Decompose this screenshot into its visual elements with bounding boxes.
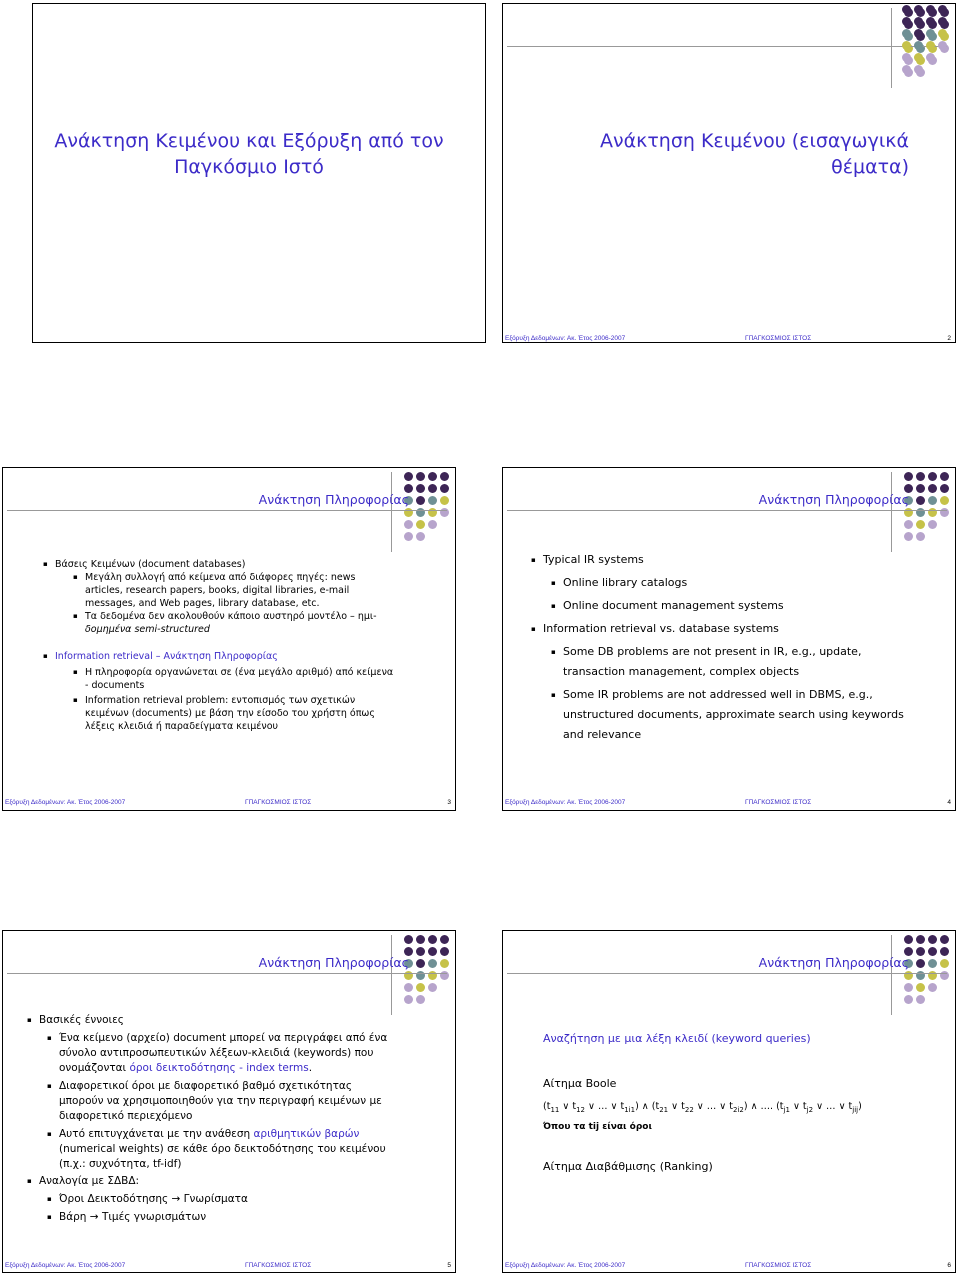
decorative-dot bbox=[440, 532, 449, 541]
decorative-dot bbox=[928, 532, 937, 541]
decorative-dot bbox=[940, 983, 949, 992]
slide-6: Ανάκτηση Πληροφορίας Αναζήτηση με μια λέξη κλειδί (keyword queries) Αίτημα Boole ($t_{11}$ ∨ $t_{12}$ ∨ … ∨ $t_{1i1}$) ∧ ($t_{21}$ ∨ $t_{22}$ ∨ … ∨ $t_{2i2}$) ∧ …. ($t_{j1}$ ∨ $t_{j2}$ ∨ … ∨ $t_{jij}$) Όπου τα tij είναι όροι Αίτημα Διαβάθμισης (Ranking) Εξόρυξη Δεδομένων: Ακ. Έτος 2006-2007 ΓΠΑΓΚΟΣΜΙΟΣ ΙΣΤΟΣ 6 bbox=[502, 930, 956, 1273]
decorative-dot bbox=[404, 472, 413, 481]
decorative-dot bbox=[926, 5, 935, 14]
slide-subtitle: Ανάκτηση Πληροφορίας bbox=[758, 492, 909, 507]
divider-vertical bbox=[391, 935, 392, 1015]
decorative-dot bbox=[926, 17, 935, 26]
decorative-dot bbox=[940, 532, 949, 541]
decorative-dot bbox=[928, 995, 937, 1004]
list-item: ▪ Information retrieval vs. database systems bbox=[531, 622, 779, 635]
divider-vertical bbox=[391, 472, 392, 552]
decorative-dot bbox=[940, 484, 949, 493]
list-item: ▪ Some IR problems are not addressed well in DBMS, e.g., unstructured documents, approximate search using keywords and relevance bbox=[551, 688, 904, 741]
decorative-dot bbox=[416, 520, 425, 529]
decorative-dot bbox=[904, 983, 913, 992]
decorative-dot bbox=[904, 472, 913, 481]
divider-horizontal bbox=[507, 973, 947, 974]
decorative-dot bbox=[926, 29, 935, 38]
decorative-dot bbox=[940, 995, 949, 1004]
list-item: ▪ Μεγάλη συλλογή από κείμενα από διάφορες πηγές: news articles, research papers, books, digital libraries, e-mail messages, and Web pages, library database, etc. bbox=[73, 572, 356, 609]
decorative-dot bbox=[902, 17, 911, 26]
list-item: ▪ Some DB problems are not present in IR, e.g., update, transaction management, complex objects bbox=[551, 645, 862, 678]
decorative-dot bbox=[916, 935, 925, 944]
divider-vertical bbox=[891, 8, 892, 88]
decorative-dot bbox=[404, 935, 413, 944]
list-item: ▪ Βασικές έννοιες bbox=[27, 1014, 124, 1026]
decorative-dot bbox=[916, 520, 925, 529]
decorative-dot bbox=[926, 53, 935, 62]
slide-subtitle: Ανάκτηση Πληροφορίας bbox=[758, 955, 909, 970]
decorative-dot bbox=[440, 484, 449, 493]
list-item: ▪ Ένα κείμενο (αρχείο) document μπορεί να περιγράφει από ένα σύνολο αντιπροσωπευτικών λέξεων-κλειδιά (keywords) που ονομάζονται όροι δεικτοδότησης - index terms. bbox=[47, 1032, 388, 1074]
slide-1-title: Ανάκτηση Κειμένου και Εξόρυξη από τον Παγκόσμιο Ιστό bbox=[54, 130, 444, 178]
list-item: ▪ Αναλογία με ΣΔΒΔ: bbox=[27, 1175, 140, 1187]
divider-horizontal bbox=[7, 510, 447, 511]
slide-subtitle: Ανάκτηση Πληροφορίας bbox=[258, 955, 409, 970]
decorative-dot bbox=[926, 65, 935, 74]
decorative-dot bbox=[428, 983, 437, 992]
decorative-dot bbox=[928, 983, 937, 992]
decorative-dot bbox=[916, 983, 925, 992]
divider-vertical bbox=[891, 472, 892, 552]
decorative-dot bbox=[902, 29, 911, 38]
decorative-dot bbox=[928, 520, 937, 529]
decorative-dot bbox=[440, 947, 449, 956]
decorative-dot bbox=[440, 472, 449, 481]
decorative-dots bbox=[904, 472, 949, 541]
decorative-dot bbox=[928, 959, 937, 968]
slide-3: Ανάκτηση Πληροφορίας ▪ Βάσεις Κειμένων (document databases) ▪ Μεγάλη συλλογή από κείμενα από διάφορες πηγές: news articles, research papers, books, digital libraries, e-mail messages, and Web pages, library database, etc. ▪ Τα δεδομένα δεν ακολουθούν κάποιο αυστηρό μοντέλο – ημι- δομημένα semi-structured ▪ Information retrieval – Ανάκτηση Πληροφορίας ▪ Η πληροφορία οργανώνεται σε (ένα μεγάλο αριθμό) από κείμενα - documents ▪ Information retrieval problem: εντοπισμός των σχετικών κειμένων (documents) με βάση την είσοδο του χρήστη όπως λέξεις κλειδιά ή παραδείγματα κειμένου Εξόρυξη Δεδομένων: Ακ. Έτος 2006-2007 ΓΠΑΓΚΟΣΜΙΟΣ ΙΣΤΟΣ 3 bbox=[2, 467, 456, 811]
decorative-dot bbox=[940, 959, 949, 968]
decorative-dot bbox=[938, 65, 947, 74]
decorative-dot bbox=[428, 532, 437, 541]
list-item: ▪ Διαφορετικοί όροι με διαφορετικό βαθμό σχετικότητας μπορούν να χρησιμοποιηθούν για την περιγραφή κειμένων με διαφορετικό περιεχόμενο bbox=[47, 1080, 382, 1122]
decorative-dot bbox=[416, 959, 425, 968]
decorative-dot bbox=[938, 41, 947, 50]
decorative-dots bbox=[904, 935, 949, 1004]
decorative-dot bbox=[902, 5, 911, 14]
decorative-dot bbox=[916, 472, 925, 481]
divider-vertical bbox=[891, 935, 892, 1015]
decorative-dots bbox=[902, 5, 954, 74]
decorative-dot bbox=[928, 472, 937, 481]
slide-4: Ανάκτηση Πληροφορίας ▪ Typical IR systems ▪ Online library catalogs ▪ Online document management systems ▪ Information retrieval vs. database systems ▪ Some DB problems are not present in IR, e.g., update, transaction management, complex objects ▪ Some IR problems are not addressed well in DBMS, e.g., unstructured documents, approximate search using keywords and relevance Εξόρυξη Δεδομένων: Ακ. Έτος 2006-2007 ΓΠΑΓΚΟΣΜΙΟΣ ΙΣΤΟΣ 4 bbox=[502, 467, 956, 811]
decorative-dot bbox=[904, 995, 913, 1004]
decorative-dot bbox=[404, 995, 413, 1004]
arrow-right-icon: → bbox=[89, 1211, 99, 1223]
decorative-dot bbox=[914, 53, 923, 62]
decorative-dot bbox=[904, 532, 913, 541]
decorative-dot bbox=[428, 520, 437, 529]
decorative-dot bbox=[428, 496, 437, 505]
decorative-dot bbox=[914, 65, 923, 74]
decorative-dot bbox=[404, 532, 413, 541]
decorative-dot bbox=[440, 520, 449, 529]
slide-2-title: Ανάκτηση Κειμένου (εισαγωγικά θέματα) bbox=[600, 130, 909, 178]
slide-1 bbox=[32, 3, 486, 343]
decorative-dot bbox=[938, 29, 947, 38]
divider-horizontal bbox=[507, 510, 947, 511]
decorative-dot bbox=[902, 53, 911, 62]
decorative-dot bbox=[416, 532, 425, 541]
decorative-dot bbox=[416, 935, 425, 944]
decorative-dot bbox=[428, 995, 437, 1004]
decorative-dot bbox=[440, 983, 449, 992]
decorative-dot bbox=[916, 496, 925, 505]
decorative-dot bbox=[940, 520, 949, 529]
list-item: ▪ Online library catalogs bbox=[551, 576, 688, 589]
slide-4-body bbox=[531, 550, 935, 745]
list-item: ▪ Typical IR systems bbox=[531, 553, 644, 566]
decorative-dot bbox=[940, 496, 949, 505]
list-item: ▪ Τα δεδομένα δεν ακολουθούν κάποιο αυστηρό μοντέλο – ημι- δομημένα semi-structured bbox=[73, 611, 377, 635]
decorative-dot bbox=[416, 472, 425, 481]
decorative-dot bbox=[938, 5, 947, 14]
slide-2: Ανάκτηση Κειμένου (εισαγωγικά θέματα) Εξόρυξη Δεδομένων: Ακ. Έτος 2006-2007 ΓΠΑΓΚΟΣΜΙΟΣ ΙΣΤΟΣ 2 bbox=[502, 3, 956, 343]
slide-subtitle: Ανάκτηση Πληροφορίας bbox=[258, 492, 409, 507]
decorative-dot bbox=[940, 472, 949, 481]
list-item: ▪ Βάσεις Κειμένων (document databases) bbox=[43, 559, 246, 570]
decorative-dot bbox=[916, 995, 925, 1004]
decorative-dot bbox=[404, 520, 413, 529]
list-item: ▪ Βάρη → Τιμές γνωρισμάτων bbox=[47, 1211, 207, 1223]
decorative-dot bbox=[428, 947, 437, 956]
decorative-dot bbox=[902, 65, 911, 74]
slide-6-body: Αναζήτηση με μια λέξη κλειδί (keyword queries) Αίτημα Boole ($t_{11}$ ∨ $t_{12}$ ∨ … ∨ $t_{1i1}$) ∧ ($t_{21}$ ∨ $t_{22}$ ∨ … ∨ $t_{2i2}$) ∧ …. ($t_{j1}$ ∨ $t_{j2}$ ∨ … ∨ $t_{jij}$) Όπου τα tij είναι όροι Αίτημα Διαβάθμισης (Ranking) bbox=[543, 1031, 943, 1174]
decorative-dot bbox=[428, 935, 437, 944]
decorative-dot bbox=[916, 484, 925, 493]
decorative-dot bbox=[440, 995, 449, 1004]
decorative-dot bbox=[914, 5, 923, 14]
decorative-dot bbox=[428, 472, 437, 481]
decorative-dot bbox=[914, 29, 923, 38]
decorative-dot bbox=[440, 496, 449, 505]
list-item: ▪ Αυτό επιτυγχάνεται με την ανάθεση αριθμητικών βαρών (numerical weights) σε κάθε όρο δεικτοδότησης του κειμένου (π.χ.: συχνότητα, tf-idf) bbox=[47, 1128, 386, 1170]
arrow-right-icon: → bbox=[171, 1193, 181, 1205]
slide-3-body bbox=[43, 558, 421, 733]
decorative-dot bbox=[416, 995, 425, 1004]
decorative-dot bbox=[916, 959, 925, 968]
decorative-dot bbox=[914, 41, 923, 50]
decorative-dot bbox=[928, 484, 937, 493]
decorative-dot bbox=[428, 484, 437, 493]
decorative-dot bbox=[928, 935, 937, 944]
decorative-dot bbox=[916, 947, 925, 956]
decorative-dot bbox=[440, 959, 449, 968]
decorative-dot bbox=[940, 947, 949, 956]
divider-horizontal bbox=[507, 46, 947, 47]
decorative-dot bbox=[928, 947, 937, 956]
decorative-dots bbox=[404, 472, 449, 541]
divider-horizontal bbox=[7, 973, 447, 974]
decorative-dot bbox=[938, 17, 947, 26]
decorative-dot bbox=[916, 532, 925, 541]
decorative-dot bbox=[902, 41, 911, 50]
decorative-dot bbox=[440, 935, 449, 944]
list-item: ▪ Information retrieval – Ανάκτηση Πληροφορίας bbox=[43, 651, 278, 662]
decorative-dot bbox=[904, 520, 913, 529]
decorative-dot bbox=[404, 983, 413, 992]
decorative-dot bbox=[940, 935, 949, 944]
decorative-dot bbox=[416, 947, 425, 956]
decorative-dot bbox=[926, 41, 935, 50]
decorative-dot bbox=[416, 983, 425, 992]
boolean-query-formula: ($t_{11}$ ∨ $t_{12}$ ∨ … ∨ $t_{1i1}$) ∧ ($t_{21}$ ∨ $t_{22}$ ∨ … ∨ $t_{2i2}$) ∧ …. ($t_{j1}$ ∨ $t_{j2}$ ∨ … ∨ $t_{jij}$) bbox=[543, 1101, 862, 1114]
list-item: ▪ Information retrieval problem: εντοπισμός των σχετικών κειμένων (documents) με βάση την είσοδο του χρήστη όπως λέξεις κλειδιά ή παραδείγματα κειμένου bbox=[73, 695, 375, 732]
decorative-dot bbox=[904, 935, 913, 944]
decorative-dot bbox=[914, 17, 923, 26]
list-item: ▪ Όροι Δεικτοδότησης → Γνωρίσματα bbox=[47, 1193, 248, 1205]
decorative-dot bbox=[416, 496, 425, 505]
list-item: ▪ Online document management systems bbox=[551, 599, 784, 612]
decorative-dot bbox=[928, 496, 937, 505]
list-item: ▪ Η πληροφορία οργανώνεται σε (ένα μεγάλο αριθμό) από κείμενα - documents bbox=[73, 667, 394, 691]
slide-5-body bbox=[27, 1013, 417, 1225]
decorative-dot bbox=[428, 959, 437, 968]
decorative-dots bbox=[404, 935, 449, 1004]
decorative-dot bbox=[416, 484, 425, 493]
slide-5: Ανάκτηση Πληροφορίας ▪ Βασικές έννοιες ▪ Ένα κείμενο (αρχείο) document μπορεί να περιγράφει από ένα σύνολο αντιπροσωπευτικών λέξεων-κλειδιά (keywords) που ονομάζονται όροι δεικτοδότησης - index terms. ▪ Διαφορετικοί όροι με διαφορετικό βαθμό σχετικότητας μπορούν να χρησιμοποιηθούν για την περιγραφή κειμένων με διαφορετικό περιεχόμενο ▪ Αυτό επιτυγχάνεται με την ανάθεση αριθμητικών βαρών (numerical weights) σε κάθε όρο δεικτοδότησης του κειμένου (π.χ.: συχνότητα, tf-idf) ▪ Αναλογία με ΣΔΒΔ: ▪ Όροι Δεικτοδότησης → Γνωρίσματα ▪ Βάρη → Τιμές γνωρισμάτων Εξόρυξη Δεδομένων: Ακ. Έτος 2006-2007 ΓΠΑΓΚΟΣΜΙΟΣ ΙΣΤΟΣ 5 bbox=[2, 930, 456, 1273]
decorative-dot bbox=[938, 53, 947, 62]
